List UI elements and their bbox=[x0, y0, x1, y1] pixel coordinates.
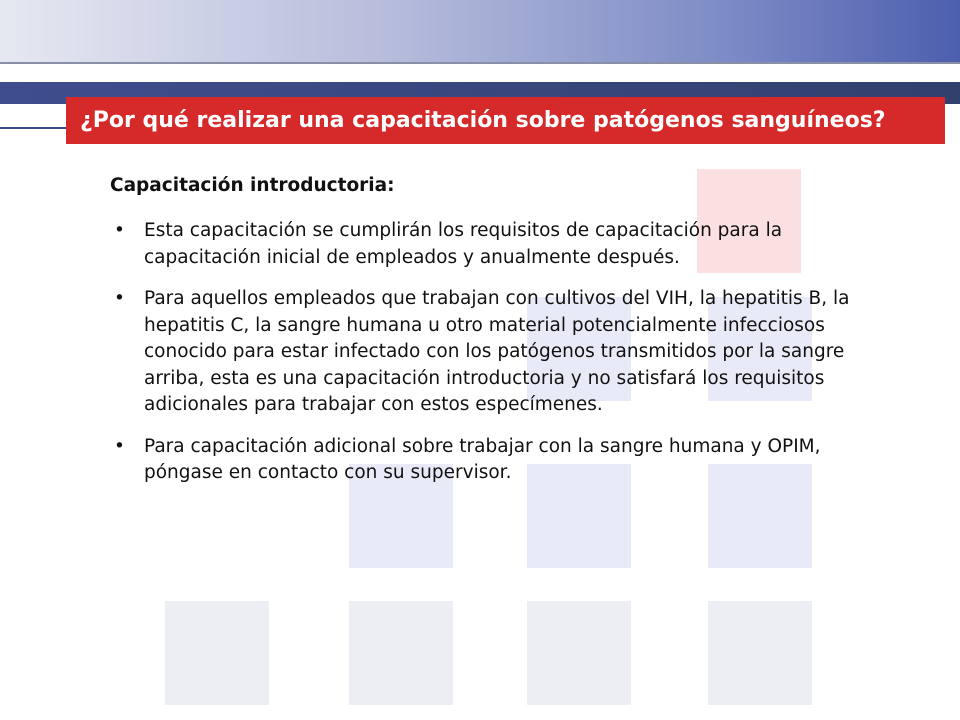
bullet-item bbox=[110, 434, 870, 487]
decor-square bbox=[349, 601, 453, 705]
slide-title: ¿Por qué realizar una capacitación sobre patógenos sanguíneos? bbox=[80, 108, 886, 133]
header-gradient-band bbox=[0, 0, 960, 62]
bullet-text: Esta capacitación se cumplirán los requisitos de capacitación para la capacitación inicial de empleados y anualmente después. bbox=[144, 220, 783, 268]
bullet-item bbox=[110, 218, 870, 271]
bullet-list bbox=[110, 218, 870, 487]
bullet-marker: • bbox=[114, 220, 125, 241]
bullet-item bbox=[110, 286, 870, 419]
slide-content bbox=[110, 172, 870, 502]
bullet-text: Para aquellos empleados que trabajan con cultivos del VIH, la hepatitis B, la hepatitis C, la sangre humana u otro material potencialmente infecciosos conocido para estar infectado con los patógenos transmitidos por la sangre arriba, esta es una capacitación introductoria y no satisfará los requisitos adicionales para trabajar con estos especímenes. bbox=[144, 288, 850, 415]
bullet-marker: • bbox=[114, 288, 125, 309]
title-left-rule bbox=[0, 127, 66, 129]
decor-square bbox=[708, 601, 812, 705]
bullet-text: Para capacitación adicional sobre trabajar con la sangre humana y OPIM, póngase en contacto con su supervisor. bbox=[144, 435, 821, 483]
decor-square bbox=[527, 601, 631, 705]
header-divider bbox=[0, 62, 960, 64]
bullet-marker: • bbox=[114, 435, 125, 457]
slide-subtitle: Capacitación introductoria: bbox=[110, 175, 395, 196]
decor-square bbox=[165, 601, 269, 705]
title-bar bbox=[66, 97, 945, 144]
